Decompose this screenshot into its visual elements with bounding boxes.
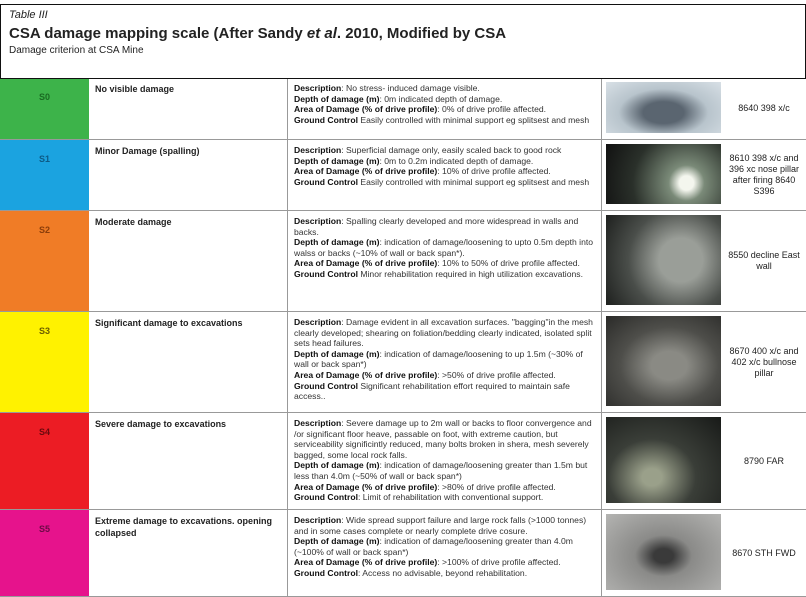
excavation-photo [606, 417, 721, 503]
ground-control-text: Minor rehabilitation required in high utilization excavations. [357, 268, 583, 279]
ground-control-text: Significant rehabilitation effort required to maintain safe access.. [294, 380, 570, 402]
table-header [0, 4, 806, 79]
table-row [0, 211, 806, 312]
table-row [0, 312, 806, 413]
severity-details [288, 211, 602, 311]
area-label: Area of Damage (% of drive profile) [294, 104, 438, 115]
severity-code-cell [0, 413, 89, 509]
area-text: : >50% of drive profile affected. [437, 369, 556, 380]
table-row [0, 140, 806, 211]
area-text: : 10% to 50% of drive profile affected. [437, 258, 580, 269]
area-text: : 10% of drive profile affected. [437, 166, 551, 177]
excavation-photo [606, 82, 721, 133]
photo-caption: 8670 400 x/c and 402 x/c bullnose pillar [729, 345, 799, 378]
severity-details [288, 140, 602, 210]
photo-caption: 8550 decline East wall [728, 250, 800, 271]
severity-code-cell [0, 312, 89, 412]
area-label: Area of Damage (% of drive profile) [294, 258, 438, 269]
example-cell [602, 78, 806, 139]
severity-code: S0 [38, 92, 50, 102]
ground-control-text: Easily controlled with minimal support eg splitsest and mesh [357, 114, 590, 125]
title-part: CSA damage mapping scale (After Sandy [9, 25, 307, 42]
area-label: Area of Damage (% of drive profile) [294, 481, 438, 492]
severity-name: Significant damage to excavations [89, 312, 288, 412]
ground-control-text: Easily controlled with minimal support eg splitsest and mesh [357, 176, 590, 187]
description-text: : Superficial damage only, easily scaled back to good rock [341, 145, 562, 155]
description-label: Description [294, 418, 342, 428]
photo-caption: 8610 398 x/c and 396 xc nose pillar after firing 8640 S396 [728, 153, 800, 196]
severity-code-cell [0, 510, 89, 596]
ground-control-text: : Access no advisable, beyond rehabilitation. [357, 567, 528, 578]
description-label: Description [294, 216, 342, 226]
ground-control-label: Ground Control [294, 567, 358, 578]
severity-name: Severe damage to excavations [89, 413, 288, 509]
description-label: Description [294, 515, 342, 525]
severity-details [288, 413, 602, 509]
excavation-photo [606, 514, 721, 590]
depth-label: Depth of damage (m) [294, 237, 380, 248]
severity-details [288, 510, 602, 596]
description-text: : Damage evident in all excavation surfaces. "bagging"in the mesh clearly developed; shearing on foliation/bedding clearly indicated, isolated split sets head failures. [294, 317, 593, 349]
ground-control-label: Ground Control [294, 176, 358, 187]
ground-control-label: Ground Control [294, 492, 358, 503]
example-cell [602, 510, 806, 596]
description-label: Description [294, 145, 342, 155]
severity-name: Moderate damage [89, 211, 288, 311]
severity-code: S2 [38, 225, 50, 235]
severity-code: S4 [38, 427, 50, 437]
area-label: Area of Damage (% of drive profile) [294, 369, 438, 380]
severity-name: Minor Damage (spalling) [89, 140, 288, 210]
depth-label: Depth of damage (m) [294, 460, 380, 471]
excavation-photo [606, 316, 721, 406]
photo-caption: 8670 STH FWD [732, 547, 796, 558]
depth-label: Depth of damage (m) [294, 155, 380, 166]
table-subtitle: Damage criterion at CSA Mine [9, 45, 144, 56]
example-cell [602, 140, 806, 210]
severity-name: Extreme damage to excavations. opening collapsed [89, 510, 288, 596]
depth-text: : 0m to 0.2m indicated depth of damage. [379, 155, 534, 166]
title-part: . 2010, Modified by CSA [336, 25, 507, 42]
table-number: Table III [9, 9, 48, 21]
ground-control-label: Ground Control [294, 380, 358, 391]
severity-details [288, 78, 602, 139]
depth-label: Depth of damage (m) [294, 93, 380, 104]
severity-code: S5 [38, 524, 50, 534]
severity-code: S1 [38, 154, 50, 164]
depth-text: : indication of damage/loosening greater than 4.0m (~100% of wall or back span*) [294, 536, 573, 557]
severity-code-cell [0, 211, 89, 311]
table-title [9, 25, 797, 42]
table-row [0, 413, 806, 510]
example-cell [602, 312, 806, 412]
table-row [0, 78, 806, 140]
depth-text: : indication of damage/loosening greater than 1.5m but less than 4.0m (~50% of wall or back span*) [294, 460, 588, 481]
depth-text: : indication of damage/loosening to up 1.5m (~30% of wall or back span*) [294, 348, 583, 370]
depth-text: : 0m indicated depth of damage. [379, 93, 503, 104]
example-cell [602, 413, 806, 509]
severity-details [288, 312, 602, 412]
description-text: : Spalling clearly developed and more widespread in walls and backs. [294, 216, 579, 237]
description-text: : Severe damage up to 2m wall or backs to floor convergence and /or significant floor heave, passable on foot, with extreme caution, but serviceability significintly reduced, many bolts broken in shera, mesh severely bagged, some local rock falls. [294, 418, 592, 460]
description-label: Description [294, 83, 342, 93]
area-label: Area of Damage (% of drive profile) [294, 557, 438, 568]
area-text: : >100% of drive profile affected. [437, 557, 561, 568]
severity-code: S3 [38, 326, 50, 336]
depth-label: Depth of damage (m) [294, 536, 380, 547]
severity-code-cell [0, 140, 89, 210]
ground-control-label: Ground Control [294, 268, 358, 279]
depth-text: : indication of damage/loosening to upto 0.5m depth into walss or backs (~10% of wall or back span*). [294, 237, 594, 258]
ground-control-text: : Limit of rehabilitation with conventional support. [357, 492, 544, 503]
photo-caption: 8790 FAR [743, 455, 785, 466]
area-text: : 0% of drive profile affected. [437, 104, 547, 115]
area-text: : >80% of drive profile affected. [437, 481, 556, 492]
description-label: Description [294, 317, 342, 327]
excavation-photo [606, 215, 721, 305]
area-label: Area of Damage (% of drive profile) [294, 166, 438, 177]
title-italic: et al [306, 25, 337, 42]
description-text: : No stress- induced damage visible. [341, 83, 480, 93]
severity-code-cell [0, 78, 89, 139]
excavation-photo [606, 144, 721, 204]
description-text: : Wide spread support failure and large rock falls (>1000 tonnes) and in some cases complete or nearly complete drive cosure. [294, 515, 587, 536]
depth-label: Depth of damage (m) [294, 348, 380, 359]
severity-name: No visible damage [89, 78, 288, 139]
photo-caption: 8640 398 x/c [738, 103, 790, 113]
table-row [0, 510, 806, 597]
example-cell [602, 211, 806, 311]
ground-control-label: Ground Control [294, 114, 358, 125]
